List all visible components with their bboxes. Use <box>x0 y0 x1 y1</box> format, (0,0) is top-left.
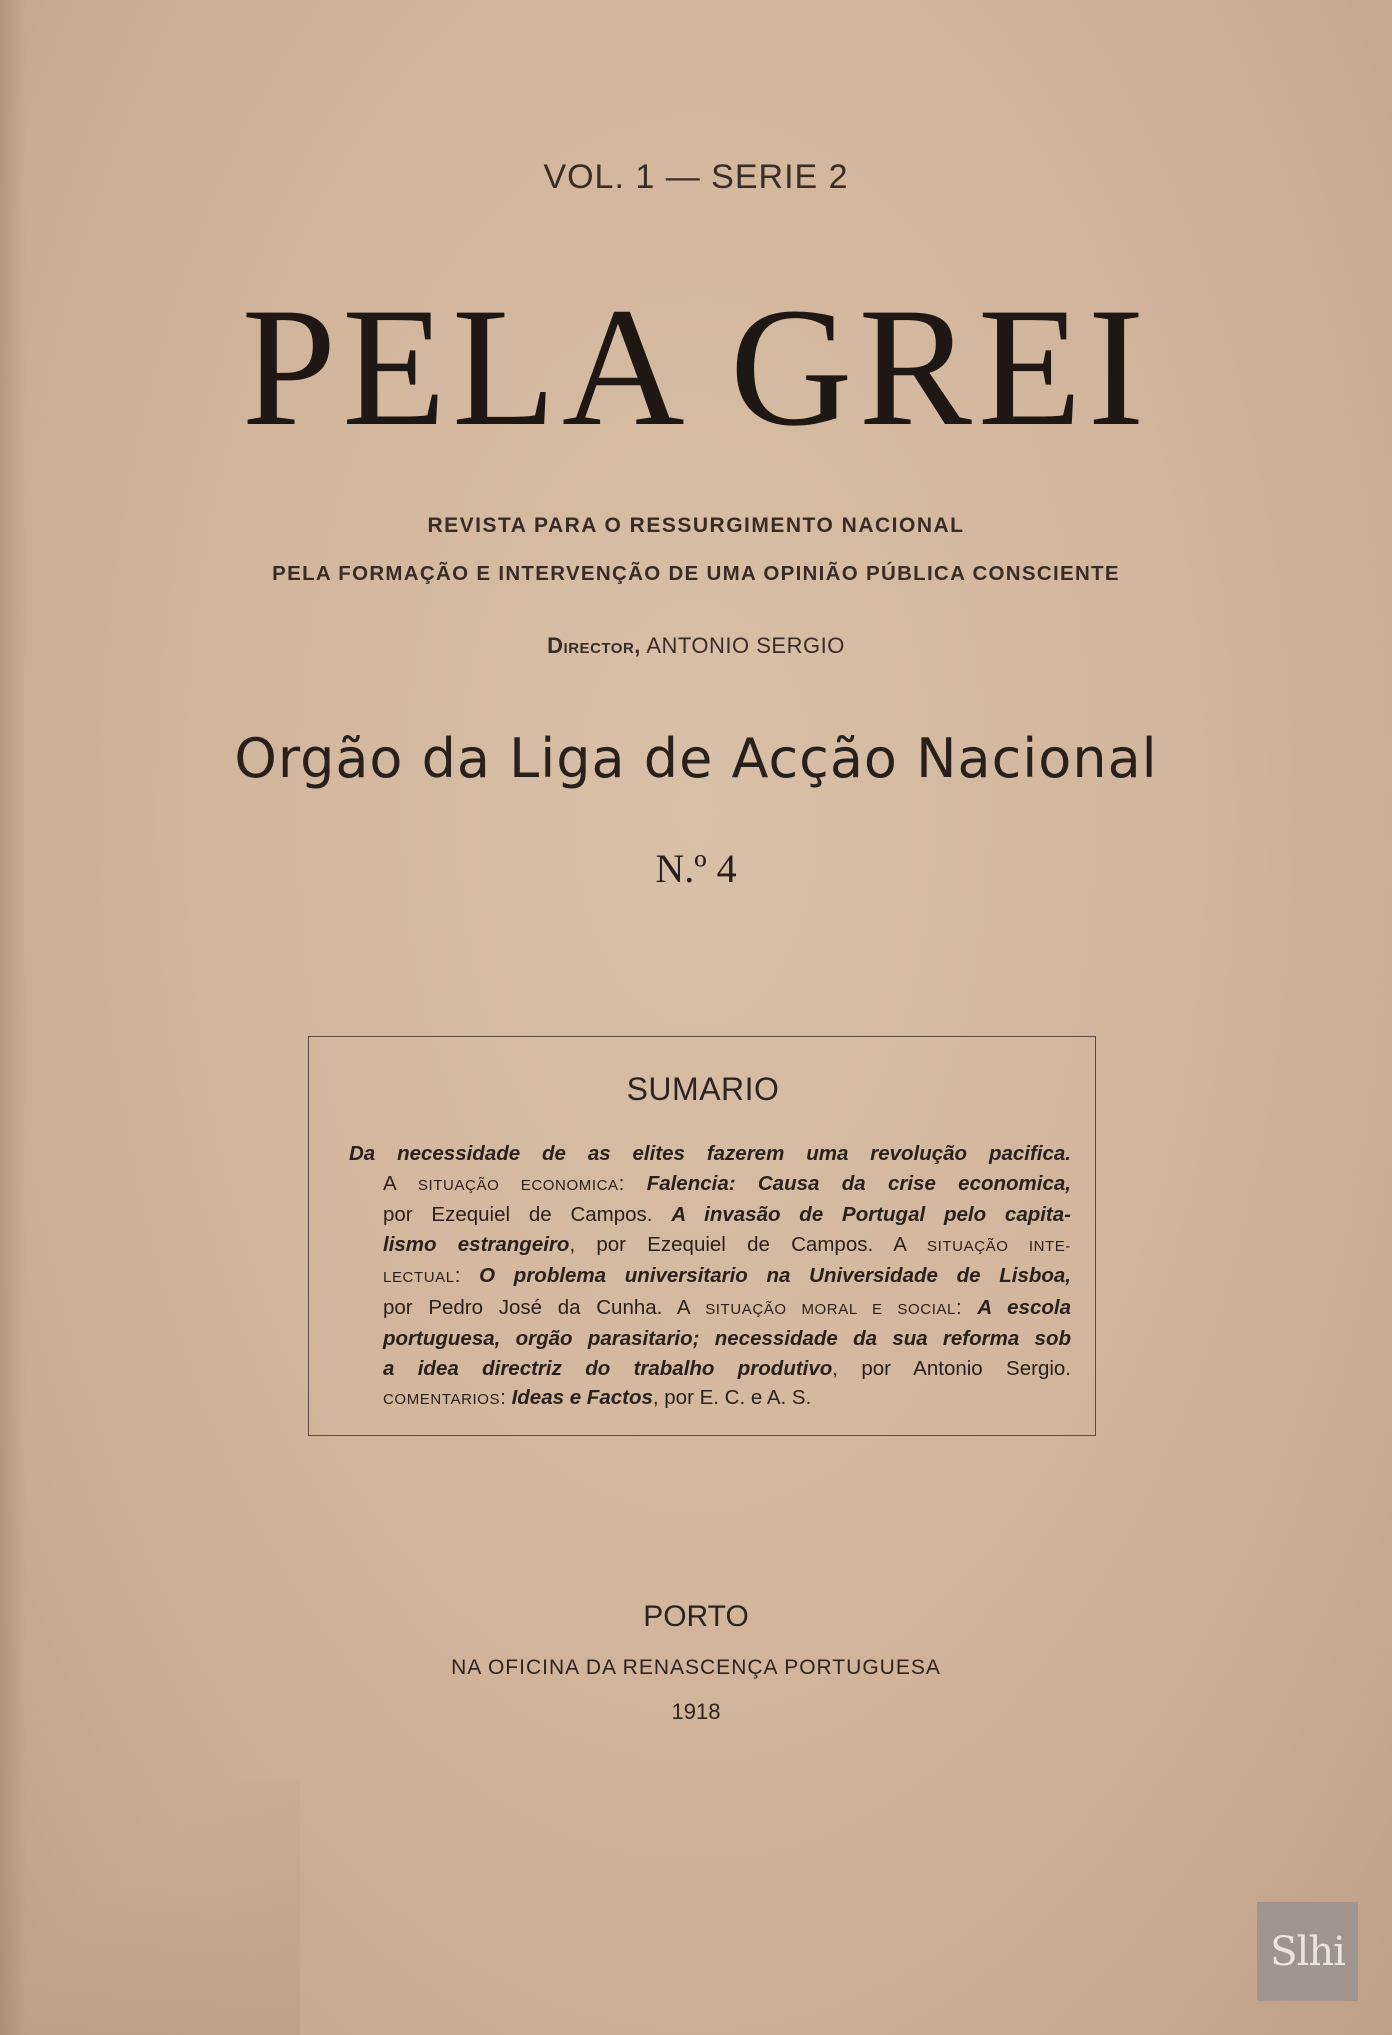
summary-segment: : <box>956 1295 978 1319</box>
summary-segment: A escola <box>977 1295 1071 1319</box>
summary-line <box>349 1293 1071 1325</box>
summary-line <box>349 1139 1071 1169</box>
summary-segment: LECTUAL <box>383 1269 455 1286</box>
summary-line <box>349 1354 1071 1384</box>
subtitle-line-1: REVISTA PARA O RESSURGIMENTO NACIONAL <box>427 514 965 537</box>
summary-line <box>349 1169 1071 1201</box>
summary-text <box>349 1139 1071 1415</box>
summary-segment: , por Antonio Sergio. <box>832 1356 1071 1380</box>
summary-segment: Ideas e Factos <box>511 1386 653 1409</box>
organ-line: Orgão da Liga de Acção Nacional <box>234 727 1158 790</box>
director-label: Director, <box>547 633 641 658</box>
summary-segment: Falencia: Causa da crise economica, <box>646 1171 1071 1195</box>
summary-segment: : <box>454 1264 480 1287</box>
summary-segment: SITUAÇÃO ECONOMICA <box>417 1176 619 1194</box>
imprint-year: 1918 <box>671 1699 721 1724</box>
summary-segment: Da necessidade de as elites fazerem uma revolução pacifica. <box>349 1142 1071 1165</box>
summary-segment: SITUAÇÃO INTE- <box>927 1237 1071 1255</box>
summary-segment: portuguesa, orgão parasitario; necessidade da sua reforma sob <box>383 1327 1071 1350</box>
summary-box <box>308 1036 1096 1436</box>
director-line <box>0 633 1392 659</box>
summary-segment: a idea directriz do trabalho produtivo <box>383 1356 833 1380</box>
summary-segment: por Pedro José da Cunha. A <box>383 1295 706 1319</box>
summary-segment: , por E. C. e A. S. <box>652 1386 812 1409</box>
summary-line <box>349 1324 1071 1354</box>
summary-line <box>349 1230 1071 1262</box>
summary-segment: COMENTARIOS <box>383 1391 501 1408</box>
page-stain <box>0 1780 300 2035</box>
summary-line <box>349 1261 1071 1293</box>
summary-segment: A invasão de Portugal pelo capita- <box>671 1203 1071 1226</box>
summary-segment: : <box>500 1386 512 1409</box>
summary-segment: por Ezequiel de Campos. <box>383 1203 672 1226</box>
summary-segment: , por Ezequiel de Campos. A <box>569 1232 928 1256</box>
journal-title: PELA GREI <box>241 273 1151 461</box>
subtitle-line-2: PELA FORMAÇÃO E INTERVENÇÃO DE UMA OPINIÃO PÚBLICA CONSCIENTE <box>272 562 1120 585</box>
summary-title: SUMARIO <box>626 1071 780 1107</box>
summary-line <box>349 1200 1071 1230</box>
summary-segment: : <box>618 1171 647 1195</box>
summary-segment: lismo estrangeiro <box>383 1232 570 1256</box>
summary-segment: SITUAÇÃO MORAL E SOCIAL <box>705 1300 957 1318</box>
imprint-city: PORTO <box>643 1600 749 1633</box>
summary-line <box>349 1383 1071 1415</box>
summary-segment: O problema universitario na Universidade de Lisboa, <box>479 1264 1071 1287</box>
imprint-publisher: NA OFICINA DA RENASCENÇA PORTUGUESA <box>451 1656 941 1679</box>
summary-segment: A <box>383 1171 418 1195</box>
director-name: ANTONIO SERGIO <box>646 633 845 658</box>
watermark-logo: Slhi <box>1257 1902 1358 2001</box>
volume-line: VOL. 1 — SERIE 2 <box>543 158 849 196</box>
issue-number: N.º 4 <box>655 846 737 891</box>
